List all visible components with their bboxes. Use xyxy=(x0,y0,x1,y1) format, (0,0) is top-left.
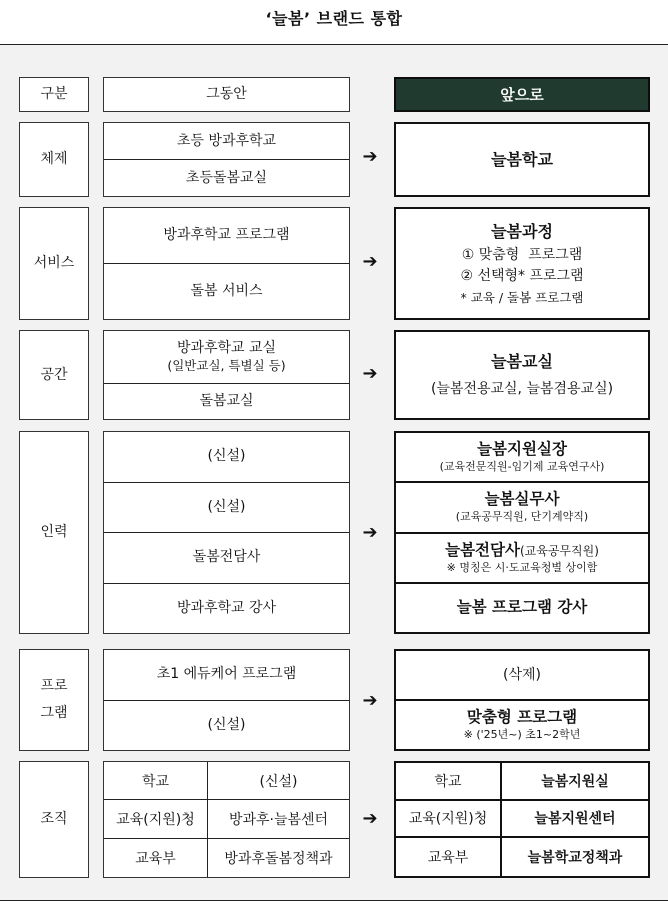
after-item-sub: ※ 명칭은 시·도교육청별 상이함 xyxy=(446,560,598,574)
org-unit: 방과후돌봄정책과 xyxy=(224,850,333,867)
before-item: (신설) xyxy=(207,716,246,733)
before-system xyxy=(103,122,350,197)
after-item xyxy=(396,701,648,749)
arrow-right-icon: ➔ xyxy=(362,690,378,711)
after-item-title: 늘봄 프로그램 강사 xyxy=(456,598,588,617)
before-item: 방과후학교 프로그램 xyxy=(104,208,349,264)
org-level: 교육부 xyxy=(104,839,208,877)
arrow-right-icon: ➔ xyxy=(362,146,378,167)
after-title: 늘봄과정 xyxy=(491,221,553,241)
after-staff xyxy=(394,431,650,634)
org-level: 학교 xyxy=(104,762,208,800)
category-label-line1: 프로 xyxy=(40,678,68,695)
after-title: 늘봄교실 xyxy=(491,352,553,371)
after-note: * 교육 / 돌봄 프로그램 xyxy=(460,289,584,305)
before-service xyxy=(103,207,350,320)
before-item: 초등돌봄교실 xyxy=(185,169,268,186)
after-service xyxy=(394,207,650,320)
header-after xyxy=(394,77,650,112)
arrow-right-icon: ➔ xyxy=(362,522,378,543)
after-item-title: 늘봄실무사 xyxy=(484,490,560,509)
category-label: 인력 xyxy=(40,524,68,541)
before-item: 초등 방과후학교 xyxy=(104,123,349,160)
org-level: 학교 xyxy=(396,763,502,801)
org-level: 교육(지원)청 xyxy=(104,800,208,838)
before-organization xyxy=(103,761,350,878)
before-item: 돌봄 서비스 xyxy=(190,283,263,300)
after-item xyxy=(396,651,648,701)
after-space xyxy=(394,330,650,420)
after-item-sub: (교육공무직원, 단기계약직) xyxy=(455,510,589,524)
before-staff xyxy=(103,431,350,634)
page-title: ‘늘봄’ 브랜드 통합 xyxy=(265,9,403,28)
org-unit: 늘봄지원센터 xyxy=(502,801,648,839)
before-program xyxy=(103,649,350,751)
after-organization xyxy=(394,761,650,878)
org-level: 교육(지원)청 xyxy=(396,801,502,839)
after-item-title: 맞춤형 프로그램 xyxy=(466,708,578,727)
after-title: 늘봄학교 xyxy=(491,149,553,169)
org-unit: 방과후·늘봄센터 xyxy=(208,800,349,838)
header-before-label: 그동안 xyxy=(206,86,247,103)
after-item-sub: ※ ('25년~) 초1~2학년 xyxy=(463,728,581,742)
header-category xyxy=(19,77,89,112)
after-item xyxy=(396,433,648,483)
after-item-title: 늘봄전담사 xyxy=(445,540,520,559)
org-unit: 늘봄지원실 xyxy=(502,763,648,801)
category-label: 공간 xyxy=(40,366,68,383)
arrow-right-icon: ➔ xyxy=(362,363,378,384)
before-item: (신설) xyxy=(104,483,349,534)
after-line-2: ② 선택형* 프로그램 xyxy=(460,268,584,285)
after-item-sub: (교육전문직원-임기제 교육연구사) xyxy=(439,460,605,474)
category-label: 서비스 xyxy=(33,255,75,272)
header-after-label: 앞으로 xyxy=(500,85,544,104)
arrow-right-icon: ➔ xyxy=(362,808,378,829)
after-item-title-suffix: (교육공무직원) xyxy=(519,543,599,558)
before-item-sub: (일반교실, 특별실 등) xyxy=(167,358,286,374)
before-item-main: 방과후학교 교실 xyxy=(176,340,277,357)
category-label-line2: 그램 xyxy=(40,705,68,721)
org-unit: (신설) xyxy=(208,762,349,800)
after-program xyxy=(394,649,650,751)
category-service xyxy=(19,207,89,320)
arrow-right-icon: ➔ xyxy=(362,251,378,272)
category-staff xyxy=(19,431,89,634)
before-space xyxy=(103,330,350,420)
after-item-title: (삭제) xyxy=(503,666,541,683)
org-level: 교육부 xyxy=(396,838,502,876)
before-item: 돌봄전담사 xyxy=(104,533,349,584)
after-item xyxy=(396,534,648,584)
after-item xyxy=(396,584,648,632)
after-line-1: ① 맞춤형 프로그램 xyxy=(461,246,583,263)
before-item: (신설) xyxy=(104,432,349,483)
category-space xyxy=(19,330,89,420)
category-organization xyxy=(19,761,89,878)
category-label: 체제 xyxy=(40,151,68,168)
before-item: 초1 에듀케어 프로그램 xyxy=(104,650,349,701)
header-before xyxy=(103,77,350,112)
before-item: 돌봄교실 xyxy=(199,393,254,410)
org-unit: 늘봄학교정책과 xyxy=(527,850,623,867)
before-item: 방과후학교 강사 xyxy=(176,599,277,616)
after-item xyxy=(396,483,648,533)
before-item xyxy=(104,331,349,384)
after-system xyxy=(394,122,650,197)
category-system xyxy=(19,122,89,197)
category-label: 조직 xyxy=(40,811,68,828)
after-sub: (늘봄전용교실, 늘봄겸용교실) xyxy=(430,380,614,397)
category-program xyxy=(19,649,89,751)
after-item-title: 늘봄지원실장 xyxy=(477,440,567,459)
header-category-label: 구분 xyxy=(40,86,68,103)
